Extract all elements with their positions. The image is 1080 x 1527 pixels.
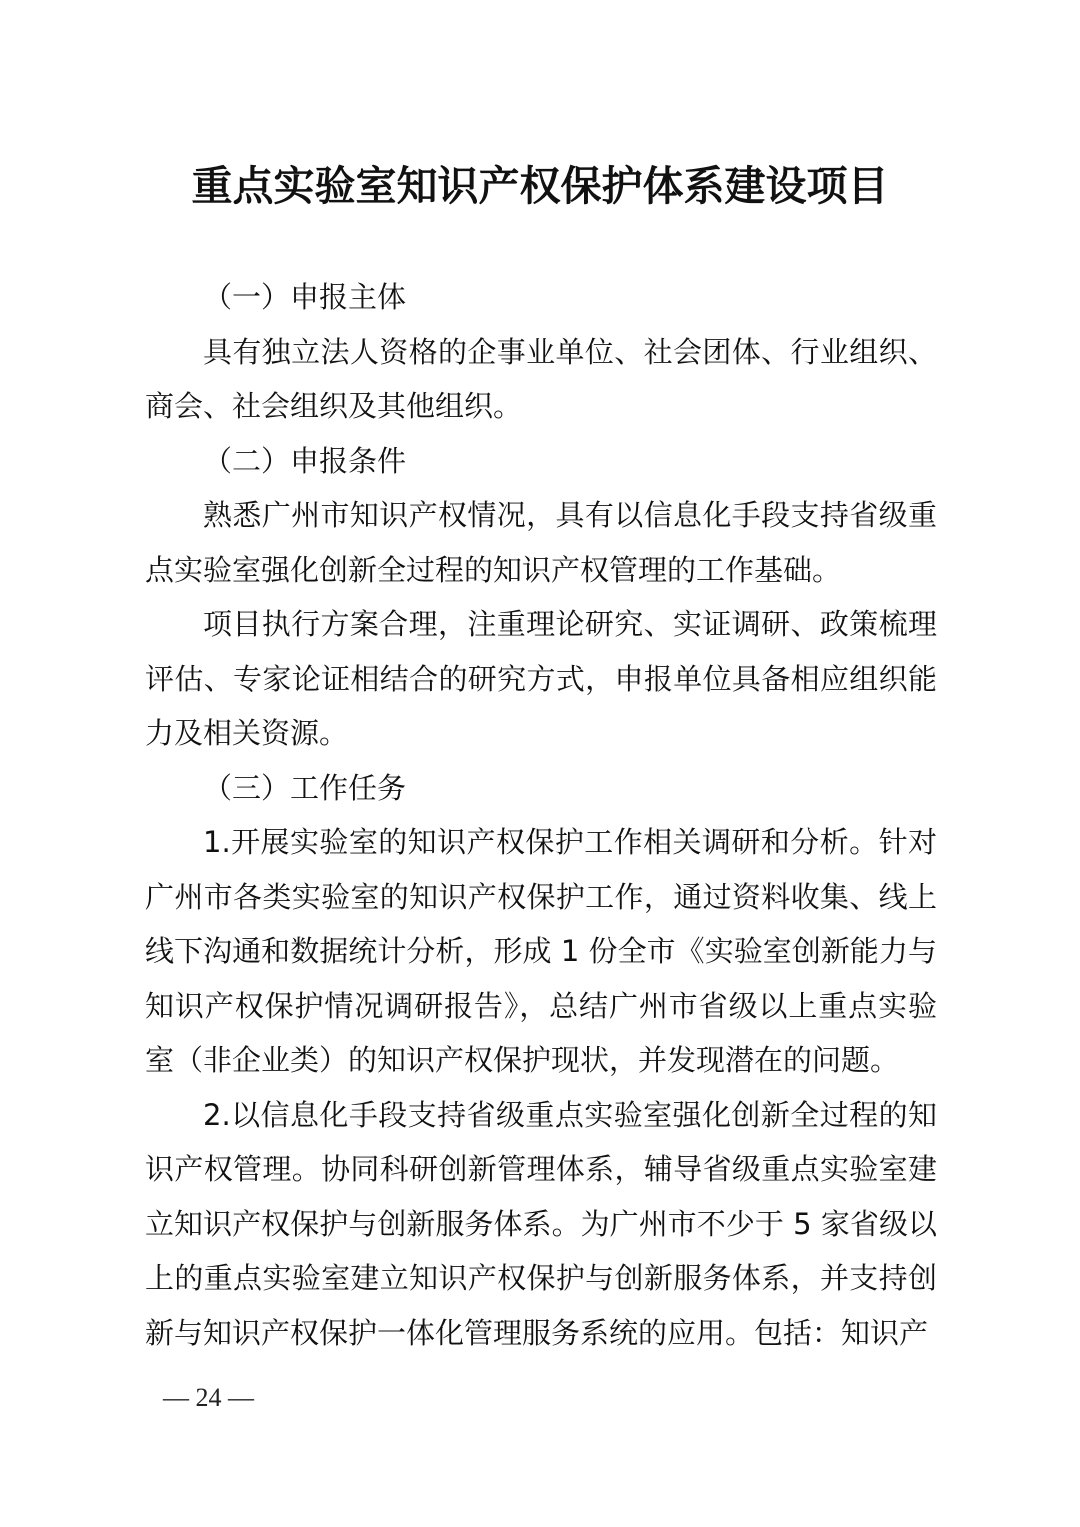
section-heading-tasks: （三）工作任务 — [203, 770, 407, 805]
paragraph-task-1: 1.开展实验室的知识产权保护工作相关调研和分析。针对广州市各类实验室的知识产权保护工作，通过资料收集、线上线下沟通和数据统计分析，形成 1 份全市《实验室创新能力与知识产权保护情况调研报告》，总结广州市省级以上重点实验室（非企业类）的知识产权保护现状，并发现潜在的问题。 — [145, 825, 937, 1077]
section-heading-conditions: （二）申报条件 — [203, 443, 407, 478]
page-number: — 24 — — [163, 1383, 254, 1412]
paragraph-conditions-2: 项目执行方案合理，注重理论研究、实证调研、政策梳理评估、专家论证相结合的研究方式，申报单位具备相应组织能力及相关资源。 — [145, 607, 937, 750]
document-title: 重点实验室知识产权保护体系建设项目 — [191, 162, 889, 210]
section-heading-applicant: （一）申报主体 — [203, 280, 407, 314]
paragraph-applicant: 具有独立法人资格的企事业单位、社会团体、行业组织、商会、社会组织及其他组织。 — [145, 334, 937, 423]
paragraph-conditions-1: 熟悉广州市知识产权情况，具有以信息化手段支持省级重点实验室强化创新全过程的知识产权管理的工作基础。 — [145, 498, 937, 587]
paragraph-task-2: 2.以信息化手段支持省级重点实验室强化创新全过程的知识产权管理。协同科研创新管理体系，辅导省级重点实验室建立知识产权保护与创新服务体系。为广州市不少于 5 家省级以上的重点实验室建立知识产权保护与创新服务体系，并支持创新与知识产权保护一体化管理服务系统的应用。包括：知识产 — [145, 1097, 937, 1350]
document-body — [145, 270, 937, 1360]
